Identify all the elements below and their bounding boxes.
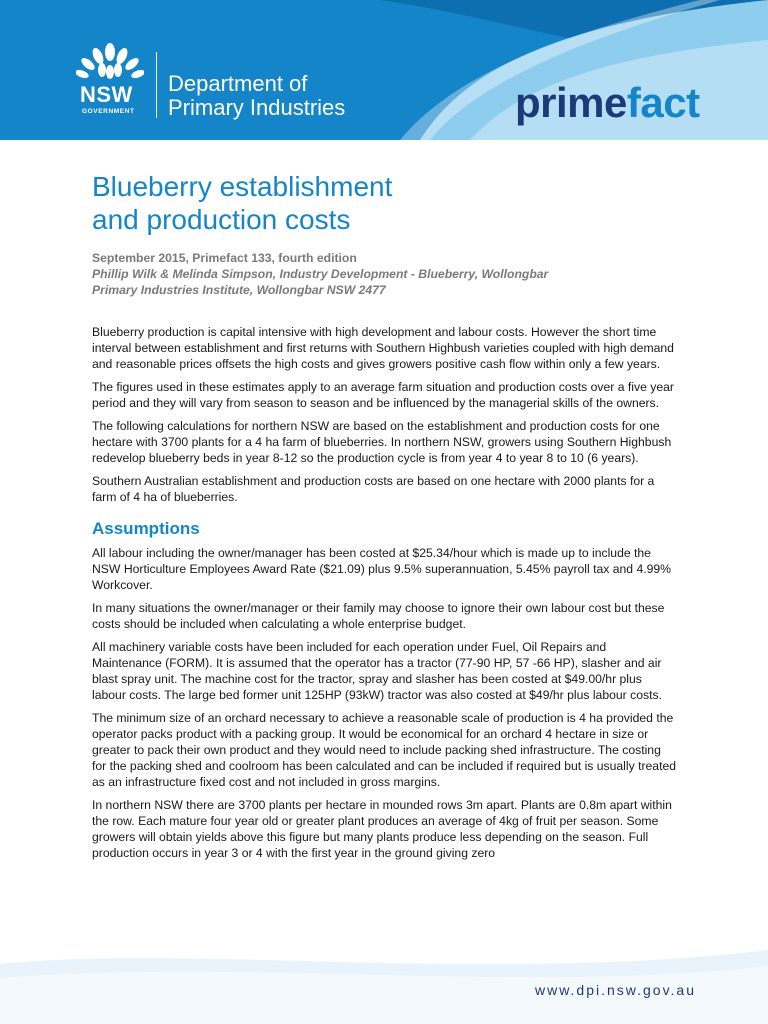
department-name [168,72,345,120]
department-line-1: Department of [168,71,308,96]
intro-paragraph: The figures used in these estimates apply to an average farm situation and production costs over a five year period and they will vary from season to season and be influenced by the managerial skills of the owners. [92,380,674,410]
assumptions-paragraph: In northern NSW there are 3700 plants per hectare in mounded rows 3m apart. Plants are 0.8m apart within the row. Each mature four year old or greater plant produces an average of 4kg of fruit per season. Some growers will obtain yields above this figure but many plants produce less depending on the season. Full production occurs in year 3 or 4 with the first year in the ground giving zero [92,798,672,860]
intro-paragraph: Southern Australian establishment and production costs are based on one hectare with 2000 plants for a farm of 4 ha of blueberries. [92,474,655,504]
authors-line-2: Primary Industries Institute, Wollongbar NSW 2477 [92,283,386,297]
assumptions-heading: Assumptions [92,519,200,538]
logo-government-text: GOVERNMENT [82,108,135,115]
intro-section [92,324,677,505]
document-meta [92,250,677,298]
brand-fact: fact [626,79,700,126]
authors-line-1: Phillip Wilk & Melinda Simpson, Industry Development - Blueberry, Wollongbar [92,267,549,281]
intro-paragraph: Blueberry production is capital intensive with high development and labour costs. However the short time interval between establishment and first returns with Southern Highbush varieties coupled with high demand and reasonable prices offsets the high costs and gives growers positive cash flow within only a few years. [92,325,674,371]
intro-paragraph: The following calculations for northern NSW are based on the establishment and production costs for one hectare with 3700 plants for a 4 ha farm of blueberries. In northern NSW, growers using Southern Highbush redevelop blueberry beds in year 8-12 so the production cycle is from year 4 to year 8 to 10 (6 years). [92,419,672,465]
edition-line: September 2015, Primefact 133, fourth edition [92,251,357,265]
logo-divider [156,52,157,118]
document-body [92,170,677,868]
assumptions-paragraph: The minimum size of an orchard necessary to achieve a reasonable scale of production is 4 ha provided the operator packs product with a packing group. It would be economical for an orchard 4 hectare in size or greater to pack their own product and they would need to include packing shed infrastructure. The costing for the packing shed and coolroom has been calculated and can be included if required but is usually treated as an infrastructure fixed cost and not included in gross margins. [92,711,677,789]
assumptions-section [92,519,677,861]
department-line-2: Primary Industries [168,95,346,120]
footer-website-link[interactable]: www.dpi.nsw.gov.au [534,982,696,998]
title-line-1: Blueberry establishment [92,171,393,202]
waratah-icon [76,42,144,86]
logo-nsw-text: NSW [80,82,133,107]
assumptions-paragraph: All machinery variable costs have been included for each operation under Fuel, Oil Repairs and Maintenance (FORM). It is assumed that the operator has a tractor (77-90 HP, 57 -66 HP), slasher and air blast spray unit. The machine cost for the tractor, spray and slasher has been costed at $49.00/hr plus labour costs. The large bed former unit 125HP (93kW) tractor was also costed at $49/hr plus labour costs. [92,640,662,702]
document-title [92,170,512,236]
assumptions-paragraph: All labour including the owner/manager has been costed at $25.34/hour which is made up to include the NSW Horticulture Employees Award Rate ($21.09) plus 9.5% superannuation, 5.45% payroll tax and 4.99% Workcover. [92,546,672,592]
primefact-brand [515,80,700,126]
header-banner [0,0,768,140]
assumptions-paragraph: In many situations the owner/manager or their family may choose to ignore their own labour cost but these costs should be included when calculating a whole enterprise budget. [92,601,665,631]
brand-prime: prime [515,79,627,126]
title-line-2: and production costs [92,204,351,235]
